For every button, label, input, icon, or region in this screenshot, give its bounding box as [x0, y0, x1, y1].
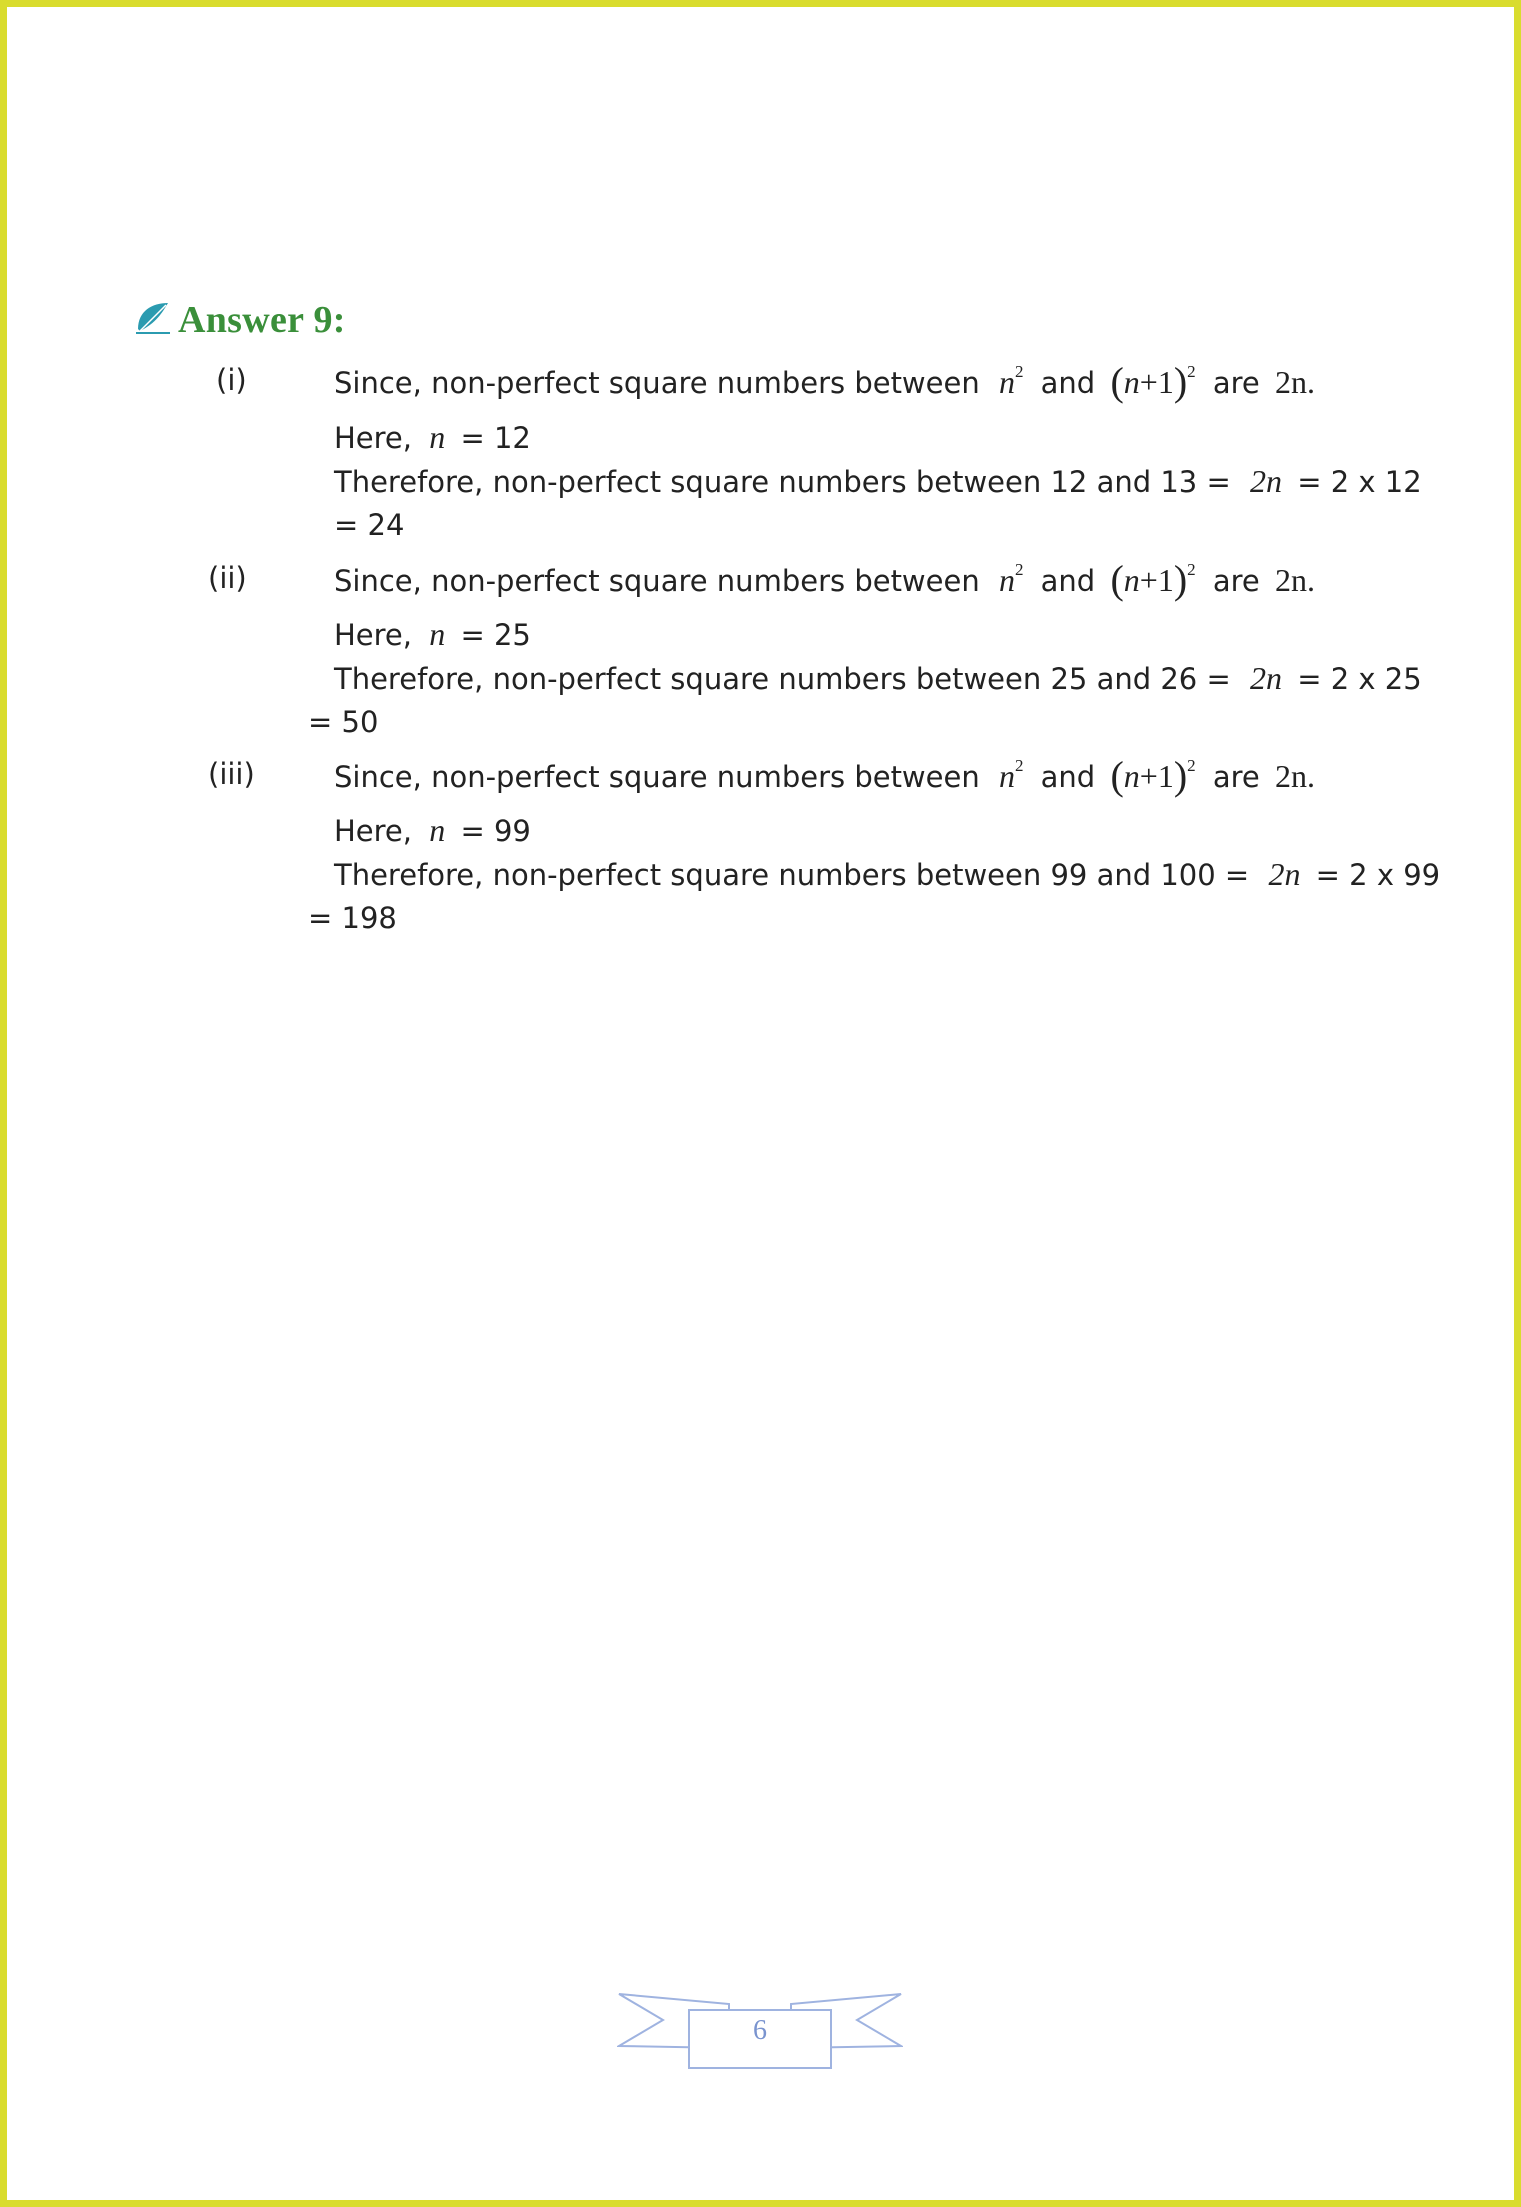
page-number-ribbon: [617, 1990, 903, 2072]
here-line: Here, n = 12: [334, 419, 531, 455]
here-line: Here, n = 99: [334, 812, 531, 848]
here-line: Here, n = 25: [334, 616, 531, 652]
answer-heading: [132, 298, 346, 342]
logo-icon: [132, 299, 174, 341]
page-number: 6: [753, 2015, 767, 2046]
final-line: = 24: [334, 508, 405, 542]
final-line: = 50: [308, 705, 379, 739]
therefore-line: Therefore, non-perfect square numbers between 12 and 13 = 2n = 2 x 12: [334, 463, 1422, 499]
part-label: (iii): [208, 757, 255, 791]
part-label: (i): [216, 363, 247, 397]
part-label: (ii): [208, 561, 247, 595]
page-title: Answer 9:: [178, 299, 346, 341]
therefore-line: Therefore, non-perfect square numbers between 25 and 26 = 2n = 2 x 25: [334, 660, 1422, 696]
since-line: Since, non-perfect square numbers between $n^2$ and $(n+1)^2$ are 2n.: [334, 753, 1315, 798]
since-line: Since, non-perfect square numbers between $n^2$ and $(n+1)^2$ are 2n.: [334, 359, 1315, 404]
therefore-line: Therefore, non-perfect square numbers between 99 and 100 = 2n = 2 x 99: [334, 856, 1441, 892]
final-line: = 198: [308, 901, 397, 935]
since-line: Since, non-perfect square numbers between $n^2$ and $(n+1)^2$ are 2n.: [334, 557, 1315, 602]
